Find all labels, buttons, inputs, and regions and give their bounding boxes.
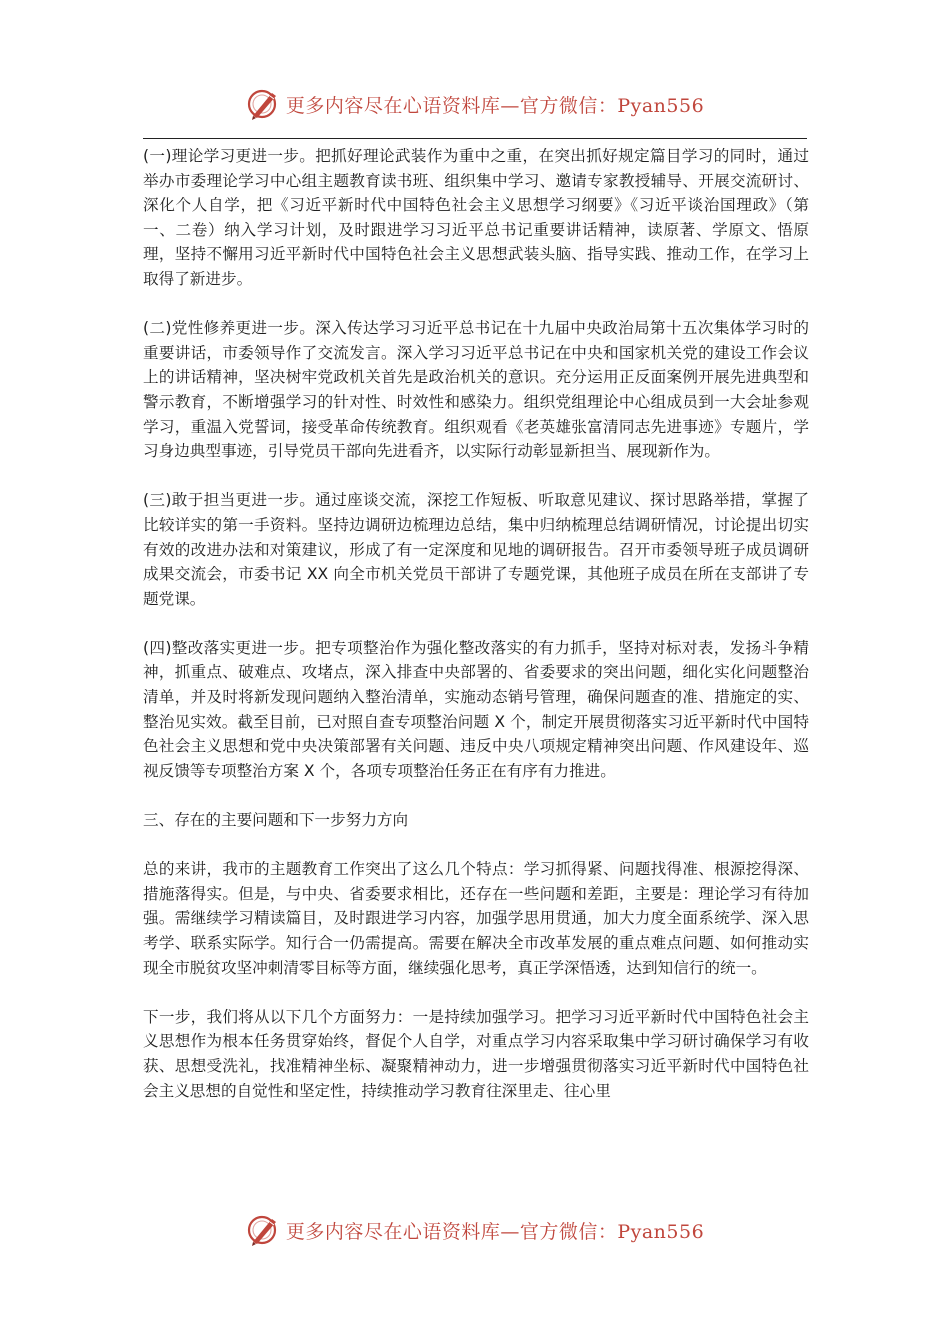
paragraph-summary: 总的来讲，我市的主题教育工作突出了这么几个特点：学习抓得紧、问题找得准、根源挖得深、措施落得实。但是，与中央、省委要求相比，还存在一些问题和差距，主要是：理论学习有待加强。需继续学习精读篇目，及时跟进学习内容，加强学思用贯通，加大力度全面系统学、深入思考学、联系实际学。知行合一仍需提高。需要在解决全市改革发展的重点难点问题、如何推动实现全市脱贫攻坚冲刺清零目标等方面，继续强化思考，真正学深悟透，达到知信行的统一。 xyxy=(143,860,809,977)
pen-logo-icon xyxy=(246,87,280,121)
paragraph-theory-study: (一)理论学习更进一步。把抓好理论武装作为重中之重，在突出抓好规定篇目学习的同时，通过举办市委理论学习中心组主题教育读书班、组织集中学习、邀请专家教授辅导、开展交流研讨、深化个人自学，把《习近平新时代中国特色社会主义思想学习纲要》《习近平谈治国理政》（第一、二卷）纳入学习计划，及时跟进学习习近平总书记重要讲话精神，读原著、学原文、悟原理，坚持不懈用习近平新时代中国特色社会主义思想武装头脑、指导实践、推动工作，在学习上取得了新进步。 xyxy=(143,147,809,288)
watermark-text: 更多内容尽在心语资料库—官方微信：Pyan556 xyxy=(285,1220,705,1243)
document-body xyxy=(143,144,809,1128)
paragraph-responsibility: (三)敢于担当更进一步。通过座谈交流，深挖工作短板、听取意见建议、探讨思路举措，掌握了比较详实的第一手资料。坚持边调研边梳理边总结，集中归纳梳理总结调研情况，讨论提出切实有效的改进办法和对策建议，形成了有一定深度和见地的调研报告。召开市委领导班子成员调研成果交流会，市委书记 XX 向全市机关党员干部讲了专题党课，其他班子成员在所在支部讲了专题党课。 xyxy=(143,491,809,608)
section-heading-problems: 三、存在的主要问题和下一步努力方向 xyxy=(143,811,409,830)
pen-logo-icon xyxy=(246,1213,280,1247)
footer-watermark xyxy=(0,1210,950,1250)
paragraph-rectification: (四)整改落实更进一步。把专项整治作为强化整改落实的有力抓手，坚持对标对表，发扬斗争精神，抓重点、破难点、攻堵点，深入排查中央部署的、省委要求的突出问题，细化实化问题整治清单，并及时将新发现问题纳入整治清单，实施动态销号管理，确保问题查的准、措施定的实、整治见实效。截至目前，已对照自查专项整治问题 X 个，制定开展贯彻落实习近平新时代中国特色社会主义思想和党中央决策部署有关问题、违反中央八项规定精神突出问题、作风建设年、巡视反馈等专项整治方案 X 个，各项专项整治任务正在有序有力推进。 xyxy=(143,638,809,780)
header-divider xyxy=(143,138,807,139)
paragraph-party-spirit: (二)党性修养更进一步。深入传达学习习近平总书记在十九届中央政治局第十五次集体学习时的重要讲话，市委领导作了交流发言。深入学习习近平总书记在中央和国家机关党的建设工作会议上的讲话精神，坚决树牢党政机关首先是政治机关的意识。充分运用正反面案例开展先进典型和警示教育，不断增强学习的针对性、时效性和感染力。组织党组理论中心组成员到一大会址参观学习，重温入党誓词，接受革命传统教育。组织观看《老英雄张富清同志先进事迹》专题片，学习身边典型事迹，引导党员干部向先进看齐，以实际行动彰显新担当、展现新作为。 xyxy=(143,319,809,461)
watermark-text: 更多内容尽在心语资料库—官方微信：Pyan556 xyxy=(285,94,705,117)
header-watermark xyxy=(0,84,950,124)
paragraph-next-steps: 下一步，我们将从以下几个方面努力：一是持续加强学习。把学习习近平新时代中国特色社会主义思想作为根本任务贯穿始终，督促个人自学，对重点学习内容采取集中学习研讨确保学习有收获、思想受洗礼，找准精神坐标、凝聚精神动力，进一步增强贯彻落实习近平新时代中国特色社会主义思想的自觉性和坚定性，持续推动学习教育往深里走、往心里 xyxy=(143,1007,809,1100)
